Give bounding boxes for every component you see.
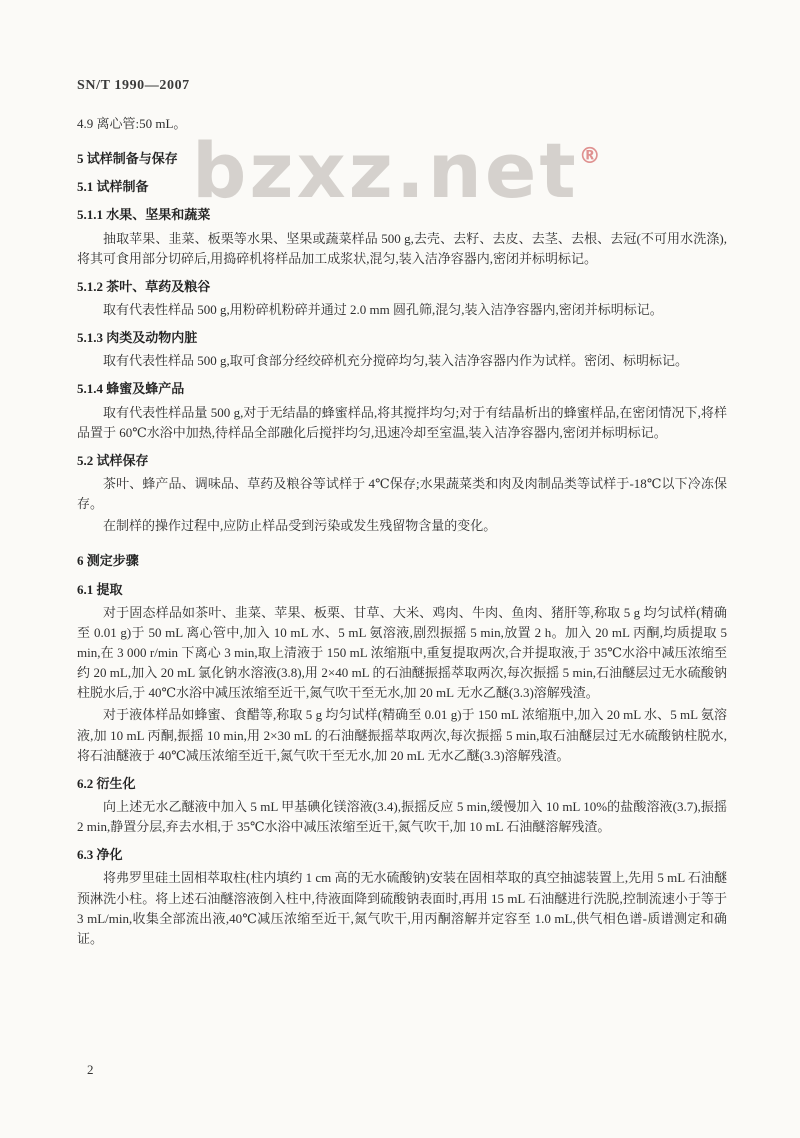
section-5-heading: 5 试样制备与保存	[77, 151, 178, 167]
section-5-1-2-heading: 5.1.2 茶叶、草药及粮谷	[77, 278, 211, 294]
paragraph-5-2-a: 茶叶、蜂产品、调味品、草药及粮谷等试样于 4℃保存;水果蔬菜类和肉及肉制品类等试样于-18℃以下冷冻保存。	[77, 475, 727, 512]
document-body	[77, 108, 727, 951]
page-number: 2	[87, 1062, 94, 1077]
paragraph-6-1-b: 对于液体样品如蜂蜜、食醋等,称取 5 g 均匀试样(精确至 0.01 g)于 150 mL 浓缩瓶中,加入 20 mL 水、5 mL 氨溶液,加 10 mL 丙酮,振摇 10 min,用 2×30 mL 的石油醚振摇萃取两次,每次振摇 5 min,取石油醚层过无水硫酸钠柱脱水,将石油醚液于 40℃减压浓缩至近干,氮气吹干至无水,加 20 mL 无水乙醚(3.3)溶解残渣。	[77, 707, 727, 763]
section-6-3-heading: 6.3 净化	[77, 847, 123, 863]
watermark-registered-mark-icon: ®	[578, 144, 601, 169]
section-5-2-heading: 5.2 试样保存	[77, 452, 149, 468]
paragraph-5-1-2: 取有代表性样品 500 g,用粉碎机粉碎并通过 2.0 mm 圆孔筛,混匀,装入洁净容器内,密闭并标明标记。	[103, 301, 663, 317]
paragraph-5-1-1: 抽取苹果、韭菜、板栗等水果、坚果或蔬菜样品 500 g,去壳、去籽、去皮、去茎、去根、去冠(不可用水洗涤),将其可食用部分切碎后,用捣碎机将样品加工成浆状,混匀,装入洁净容器内,密闭并标明标记。	[77, 230, 727, 266]
section-5-1-3-heading: 5.1.3 肉类及动物内脏	[77, 330, 198, 346]
paragraph-5-2-b: 在制样的操作过程中,应防止样品受到污染或发生残留物含量的变化。	[103, 518, 497, 534]
section-5-1-heading: 5.1 试样制备	[77, 179, 149, 195]
paragraph-5-1-3: 取有代表性样品 500 g,取可食部分经绞碎机充分搅碎均匀,装入洁净容器内作为试样。密闭、标明标记。	[103, 353, 689, 369]
paragraph-6-3: 将弗罗里硅土固相萃取柱(柱内填约 1 cm 高的无水硫酸钠)安装在固相萃取的真空抽滤装置上,先用 5 mL 石油醚预淋洗小柱。将上述石油醚溶液倒入柱中,待液面降到硫酸钠表面时,再用 15 mL 石油醚进行洗脱,控制流速小于等于 3 mL/min,收集全部流出液,40℃减压浓缩至近干,氮气吹干,用丙酮溶解并定容至 1.0 mL,供气相色谱-质谱测定和确证。	[77, 870, 727, 946]
section-5-1-4-heading: 5.1.4 蜂蜜及蜂产品	[77, 381, 185, 397]
section-6-1-heading: 6.1 提取	[77, 581, 123, 597]
section-5-1-1-heading: 5.1.1 水果、坚果和蔬菜	[77, 207, 211, 223]
watermark-text: bzxz.net	[192, 126, 579, 215]
section-6-heading: 6 测定步骤	[77, 553, 139, 569]
section-6-2-heading: 6.2 衍生化	[77, 775, 136, 791]
clause-4-9: 4.9 离心管:50 mL。	[77, 116, 187, 131]
paragraph-6-2: 向上述无水乙醚液中加入 5 mL 甲基碘化镁溶液(3.4),振摇反应 5 min,缓慢加入 10 mL 10%的盐酸溶液(3.7),振摇 2 min,静置分层,弃去水相,于 35℃水浴中减压浓缩至近干,氮气吹干,加 10 mL 石油醚溶解残渣。	[77, 798, 727, 835]
paragraph-6-1-a: 对于固态样品如茶叶、韭菜、苹果、板栗、甘草、大米、鸡肉、牛肉、鱼肉、猪肝等,称取 5 g 均匀试样(精确至 0.01 g)于 50 mL 离心管中,加入 10 mL 水、5 mL 氨溶液,剧烈振摇 5 min,放置 2 h。加入 20 mL 丙酮,均质提取 5 min,在 3 000 r/min 下离心 3 min,取上清液于 150 mL 浓缩瓶中,重复提取两次,合并提取液,于 35℃水浴中减压浓缩至约 20 mL,加入 20 mL 氯化钠水溶液(3.8),用 2×40 mL 的石油醚振摇萃取两次,每次振摇 5 min,石油醚层过无水硫酸钠柱脱水后,于 40℃水浴中减压浓缩至近干,氮气吹干至无水,加 20 mL 无水乙醚(3.3)溶解残渣。	[77, 604, 727, 701]
standard-number-header: SN/T 1990—2007	[77, 78, 190, 93]
paragraph-5-1-4: 取有代表性样品量 500 g,对于无结晶的蜂蜜样品,将其搅拌均匀;对于有结晶析出的蜂蜜样品,在密闭情况下,将样品置于 60℃水浴中加热,待样品全部融化后搅拌均匀,迅速冷却至室温,装入洁净容器内,密闭并标明标记。	[77, 404, 727, 440]
